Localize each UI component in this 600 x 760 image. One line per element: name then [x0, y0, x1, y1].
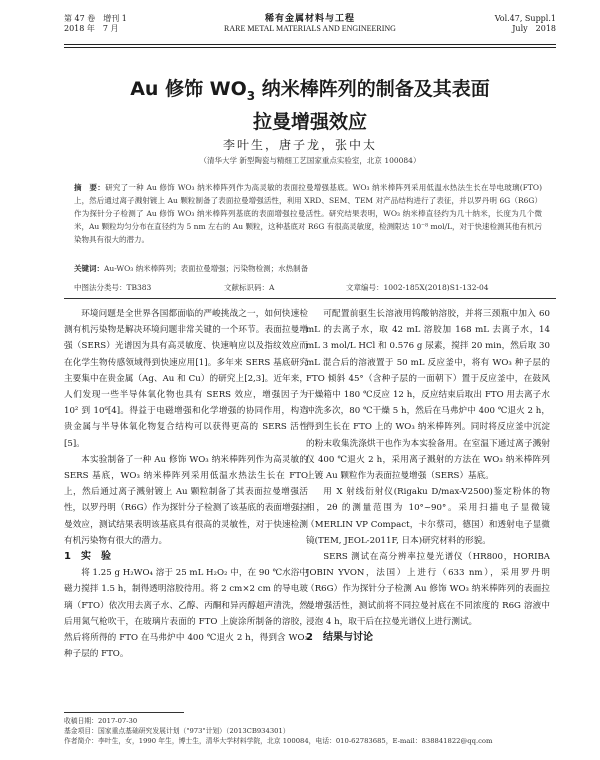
abstract-text: 研究了一种 Au 修饰 WO₃ 纳米棒阵列作为高灵敏的表面拉曼增强基底。WO₃ 纳米棒阵列采用低温水热法生长在导电玻璃(FTO)上，然后通过离子溅射镀上 Au 颗粒制备了表面拉曼增强活性，利用 XRD、SEM、TEM 对产品结构进行了表征，并以罗丹明 6G（R6G）作为探针分子检测了 Au 修饰 WO₃ 纳米棒阵列基底的表面增强拉曼活性。研究结果表明，WO₃ 纳米棒直径约为几十纳米，长度为几个微米，Au 颗粒均匀分布在直径约为 5 nm 左右的 Au 颗粒，这种基底对 R6G 有很高灵敏度，检测限达 10⁻⁸ mol/L，对于快速检测其他有机污染物具有很大的潜力。	[74, 183, 543, 244]
paragraph: 本实验制备了一种 Au 修饰 WO₃ 纳米棒阵列作为高灵敏的 SERS 基底，WO₃ 纳米棒阵列采用低温水热法生长在 FTO 上，然后通过离子溅射镀上 Au 颗粒制备了其表面拉曼增强活性，以罗丹明（R6G）作为探针分子检测了该基底的表面增强拉曼效应，测试结果表明该基底具有很高的灵敏性，对于快速检测有机污染物有很大的潜力。	[64, 454, 308, 546]
title-line-1: Au 修饰 $WO_3$ 纳米棒阵列的制备及其表面	[130, 78, 490, 103]
affiliation: （清华大学 新型陶瓷与精细工艺国家重点实验室，北京 100084）	[199, 156, 421, 165]
author-info: 作者简介：李叶生，女，1990 年生，博士生，清华大学材料学院，北京 100084，电话：010-62783685，E-mail：838841822@qq.com	[64, 737, 493, 745]
footnotes	[64, 716, 556, 746]
paragraph: SERS 测试在高分辨率拉曼光谱仪（HR800，HORIBA JOBIN YVON，法国）上进行（633 nm），采用罗丹明（R6G）作为探针分子检测 Au 修饰 WO₃ 纳米棒阵列的表面拉曼增强活性，测试前将不同拉曼衬底在不同浓度的 R6G 溶液中浸泡 4 h，取干后在拉曼光谱仪上进行测试。	[306, 552, 550, 627]
section-heading-experiment: 1 实 验	[64, 551, 111, 563]
paragraph: 用 X 射线衍射仪(Rigaku D/max-V2500)鉴定粉体的物相，2θ 的测量范围为 10°~90°。采用扫描电子显微镜（MERLIN VP Compact，卡尔蔡司，德国）和透射电子显微镜(TEM, JEOL-2011F, 日本)研究材料的形貌。	[306, 487, 550, 546]
header-rule-thin	[64, 47, 556, 48]
keywords-text: Au-WO₃ 纳米棒阵列；表面拉曼增强；污染物检测；水热制备	[104, 264, 309, 273]
body-column-left	[64, 306, 308, 662]
journal-name-en: RARE METAL MATERIALS AND ENGINEERING	[224, 24, 396, 33]
clc-number: 中图法分类号：TB383	[74, 283, 152, 292]
section-heading-results: 2 结果与讨论	[306, 632, 373, 644]
body-column-right	[306, 306, 550, 646]
header-volume-cn: 第 47 卷 增刊 1 2018 年 7 月	[64, 14, 127, 33]
abstract	[74, 181, 542, 246]
running-header	[64, 10, 556, 44]
journal-name-cn: 稀有金属材料与工程	[264, 14, 355, 24]
paragraph: 环境问题是全世界各国都面临的严峻挑战之一，如何快速检测有机污染物是解决环境问题非常关键的一个环节。表面拉曼增强（SERS）光谱因为具有高灵敏度、快速响应以及指纹效应而在化学生物传感领域得到快速应用[1]。多年来 SERS 基底研究主要集中在贵金属（Ag、Au 和 Cu）的研究上[2,3]。近年来，人们发现一些半导体氧化物也具有 SERS 效应，增强因子为 10² 到 10⁶[4]。得益于电磁增强和化学增强的协同作用，构造贵金属与半导体氧化物复合结构可以获得更高的 SERS 活性[5]。	[64, 309, 308, 449]
header-journal	[64, 14, 556, 34]
header-rule-thick	[64, 44, 556, 45]
paragraph: 可配置前驱生长溶液用钨酸钠溶胶，并将三颈瓶中加入 60 mL 的去离子水，取 42 mL 溶胶加 168 mL 去离子水，14 mL 3 mol/L HCl 和 0.576 g 尿素，搅拌 20 min，然后取 30 mL 混合后的溶液置于 50 mL 反应釜中，将有 WO₃ 种子层的 FTO 倾斜 45°（含种子层的一面朝下）置于反应釜中，在鼓风干燥箱中 180 ℃反应 12 h，反应结束后取出 FTO 用去离子水冲洗多次，80 ℃干燥 5 h，然后在马弗炉中 400 ℃退火 2 h，得到生长在 FTO 上的 WO₃ 纳米棒阵列。同时将反应釜中沉淀的粉末收集洗涤烘干也作为本实验备用。在室温下通过离子溅射仪 400 ℃退火 2 h，采用离子溅射的方法在 WO₃ 纳米棒阵列上镀 Au 颗粒作为表面拉曼增强（SERS）基底。	[306, 309, 550, 482]
header-volume-en: Vol.47, Suppl.1 July 2018	[494, 14, 556, 33]
keywords-label: 关键词：	[74, 264, 104, 273]
abstract-label: 摘 要：	[74, 183, 106, 192]
paper-title	[60, 76, 560, 135]
footnote-rule	[64, 712, 184, 713]
title-line-2: 拉曼增强效应	[252, 110, 367, 133]
received-date: 收稿日期：2017-07-30	[64, 717, 138, 725]
fund-info: 基金项目：国家重点基础研究发展计划（"973"计划）（2013CB934301）	[64, 727, 290, 735]
document-code: 文献标识码：A	[224, 283, 275, 292]
keywords	[74, 263, 542, 275]
abstract-divider	[64, 298, 556, 299]
paragraph: 将 1.25 g H₂WO₄ 溶于 25 mL H₂O₂ 中，在 90 ℃水浴中磁力搅拌 1.5 h，制得透明溶胶待用。将 2 cm×2 cm 的导电玻璃（FTO）依次用去离子水、乙醇、丙酮和异丙醇超声清洗，然后用氮气枪吹干，在玻璃片表面的 FTO 上旋涂所制备的溶胶，然后将所得的 FTO 在马弗炉中 400 ℃退火 2 h，得到含 WO₃ 种子层的 FTO。	[64, 568, 308, 660]
article-number: 文章编号：1002-185X(2018)S1-132-04	[346, 283, 489, 292]
authors: 李叶生，唐子龙，张中太	[222, 138, 377, 152]
